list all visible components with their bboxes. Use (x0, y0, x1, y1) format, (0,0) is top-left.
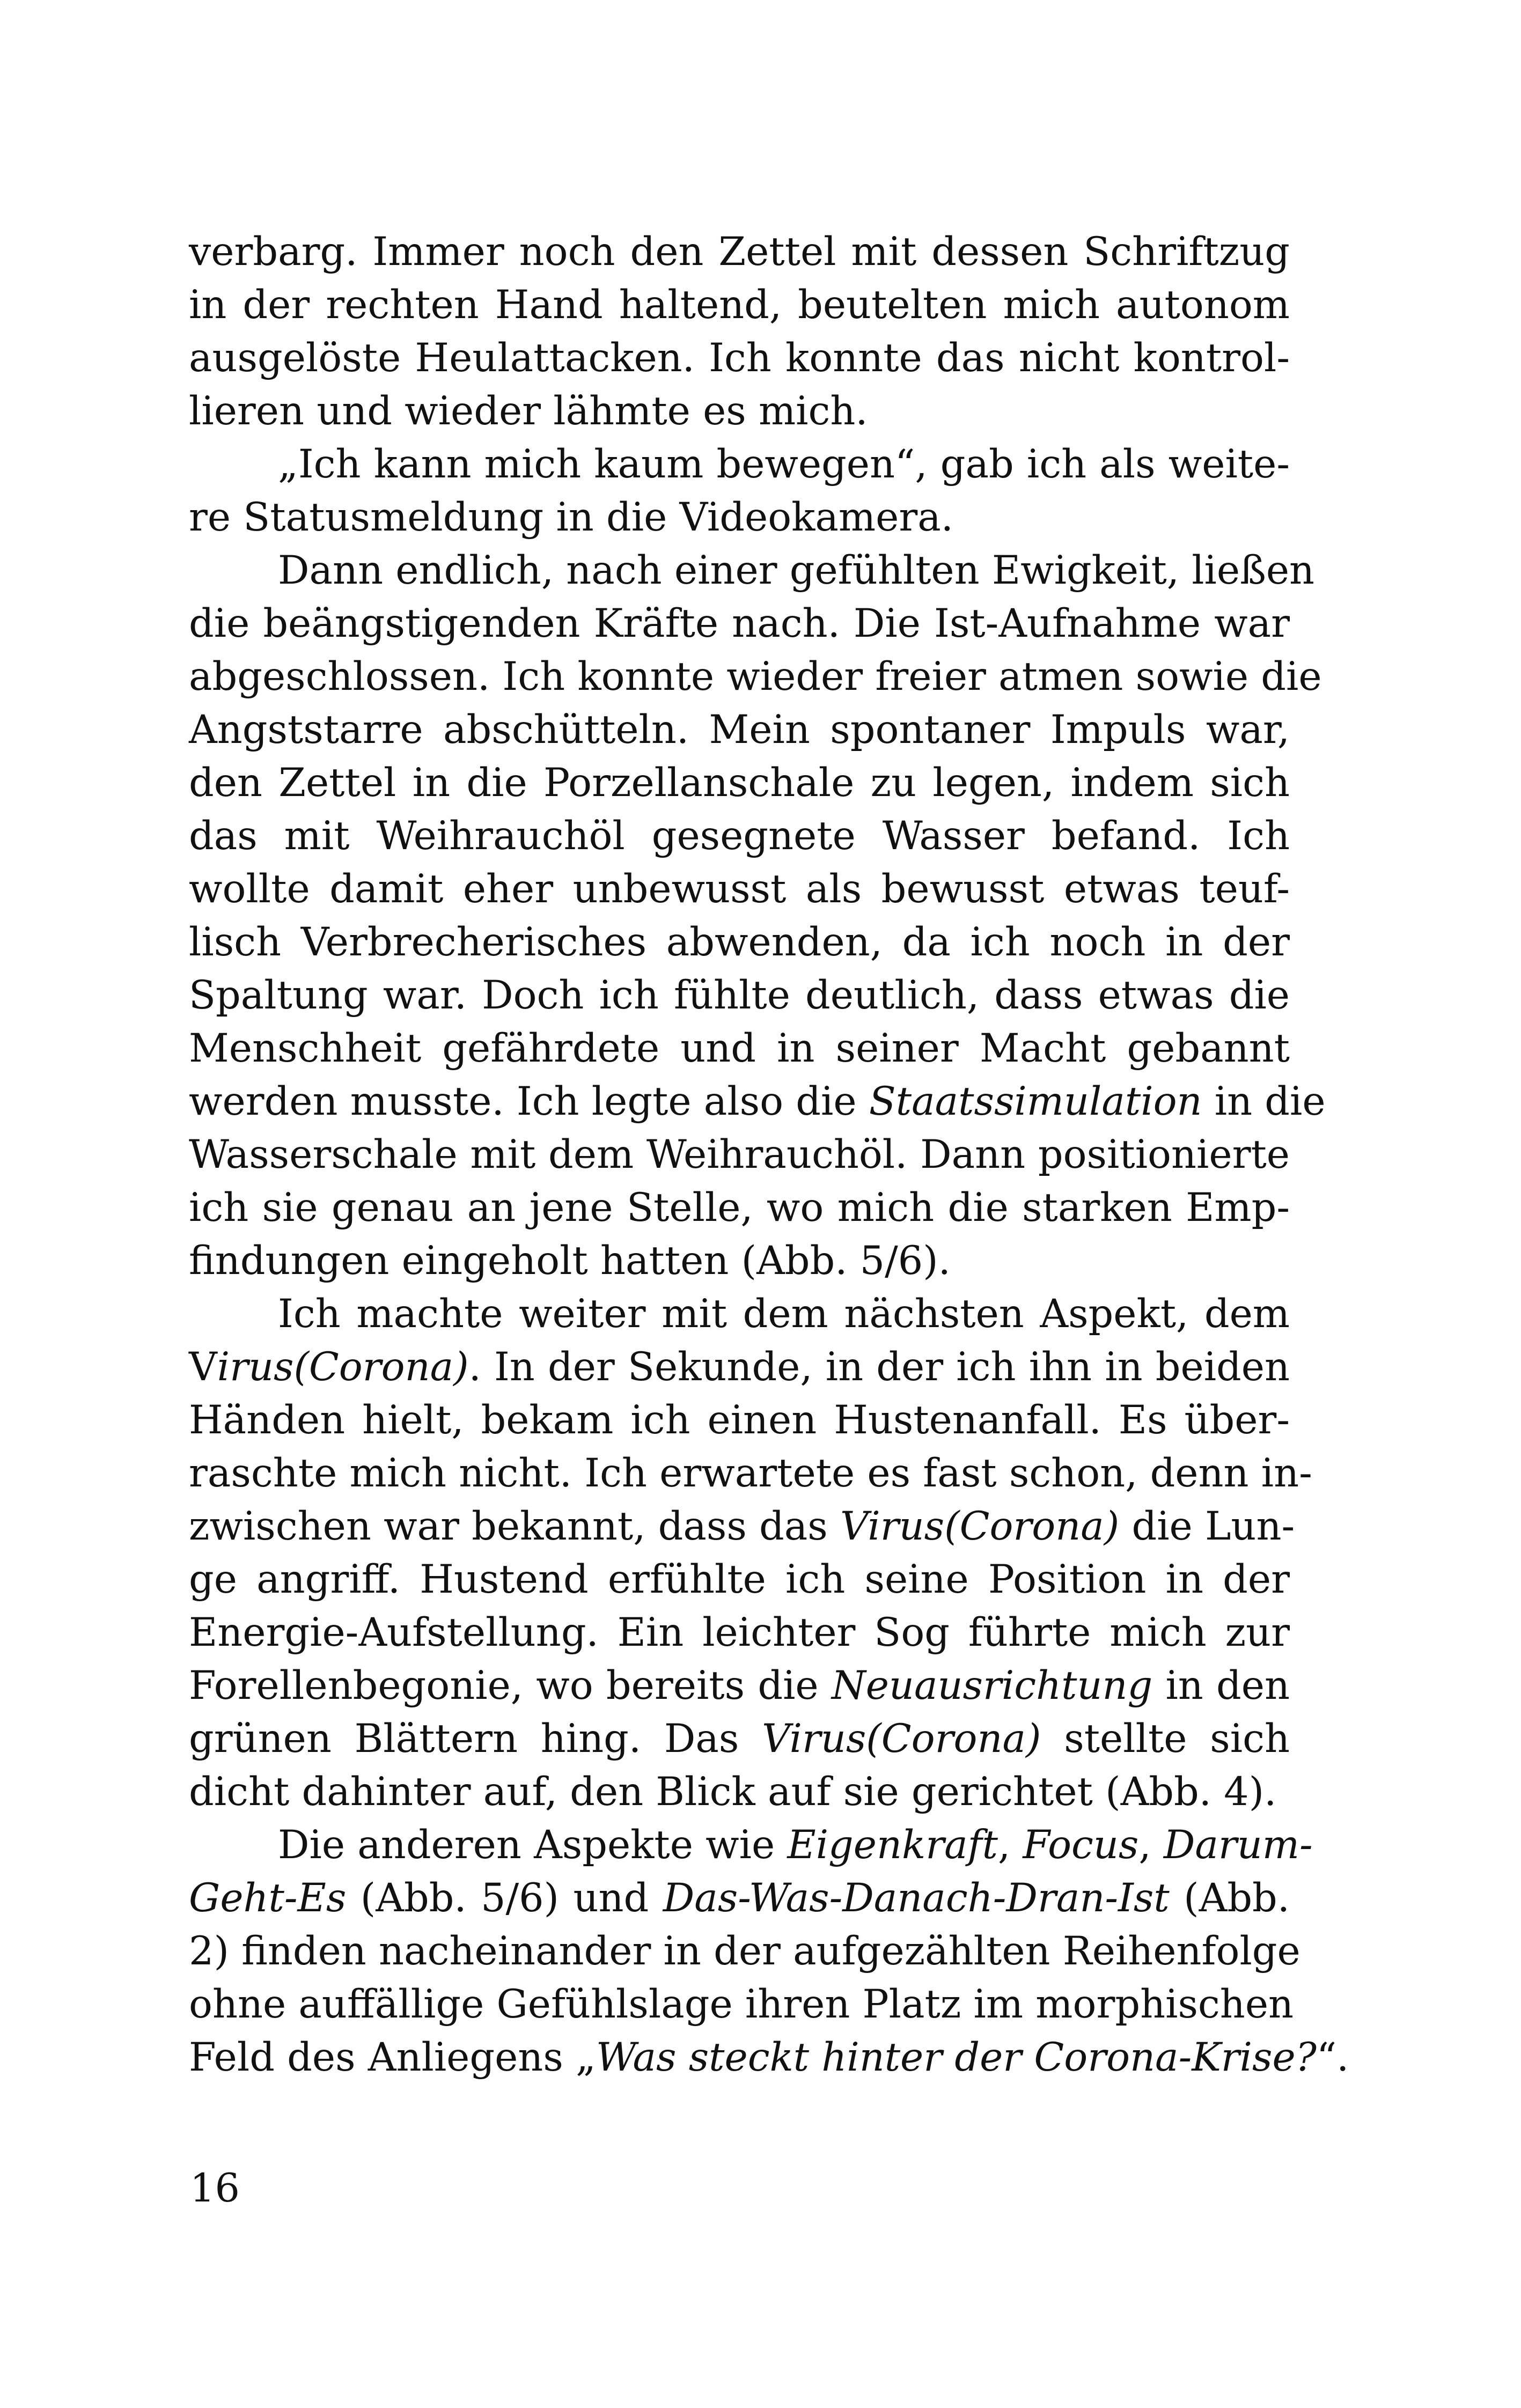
text-segment: , (1138, 1822, 1164, 1868)
text-segment: Händen hielt, bekam ich einen Hustenanfall. Es über- (189, 1397, 1290, 1443)
text-line (189, 1075, 1326, 1128)
text-segment: Angststarre abschütteln. Mein spontaner Impuls war, (189, 707, 1290, 753)
text-segment: ge angriff. Hustend erfühlte ich seine Position in der (189, 1557, 1290, 1602)
italic-text: irus(Corona) (217, 1344, 469, 1390)
text-line (189, 1553, 1290, 1606)
text-segment: verbarg. Immer noch den Zettel mit dessen Schriftzug (189, 229, 1290, 275)
text-segment: findungen eingeholt hatten (Abb. 5/6). (189, 1238, 951, 1284)
italic-text: Das-Was-Danach-Dran-Ist (663, 1875, 1170, 1921)
paragraph (189, 544, 1326, 1287)
text-segment: werden musste. Ich legte also die (189, 1079, 869, 1124)
text-line (189, 1712, 1290, 1765)
text-segment: Dann endlich, nach einer gefühlten Ewigkeit, ließen (278, 548, 1315, 593)
paragraph (189, 1818, 1349, 2084)
text-segment: wollte damit eher unbewusst als bewusst etwas teuf- (189, 866, 1290, 912)
text-segment: Menschheit gefährdete und in seiner Macht gebannt (189, 1026, 1290, 1071)
italic-text: Focus (1023, 1822, 1139, 1868)
italic-text: Neuausrichtung (831, 1663, 1153, 1709)
text-line (189, 1606, 1290, 1659)
text-line (189, 863, 1290, 916)
text-segment: (Abb. 5/6) und (346, 1875, 663, 1921)
text-line (189, 1765, 1290, 1818)
text-segment: in den (1152, 1663, 1290, 1709)
italic-text: Darum- (1163, 1822, 1313, 1868)
text-line (189, 1447, 1312, 1500)
text-segment: raschte mich nicht. Ich erwartete es fast schon, denn in- (189, 1450, 1312, 1496)
text-line (189, 1925, 1300, 1978)
text-segment: grünen Blättern hing. Das (189, 1716, 762, 1762)
text-segment: Wasserschale mit dem Weihrauchöl. Dann positionierte (189, 1132, 1290, 1177)
text-segment: “. (1316, 2035, 1349, 2080)
text-line (189, 756, 1290, 809)
text-line (189, 1181, 1290, 1234)
text-line (189, 1978, 1294, 2031)
text-line (189, 1500, 1295, 1553)
text-line (189, 1818, 1313, 1872)
text-line (189, 2031, 1349, 2084)
text-segment: zwischen war bekannt, dass das (189, 1504, 840, 1549)
text-segment: Feld des Anliegens „ (189, 2035, 596, 2080)
text-segment: Energie-Aufstellung. Ein leichter Sog führte mich zur (189, 1610, 1290, 1655)
text-line (189, 650, 1322, 703)
text-segment: Die anderen Aspekte wie (278, 1822, 788, 1868)
paragraph (189, 438, 1290, 544)
text-line (189, 969, 1290, 1022)
italic-text: Staatssimulation (869, 1079, 1202, 1124)
text-line (189, 1128, 1290, 1181)
italic-text: Was steckt hinter der Corona-Krise? (596, 2035, 1317, 2080)
page-number: 16 (190, 2166, 240, 2211)
text-segment: lieren und wieder lähmte es mich. (189, 388, 868, 434)
body-text (189, 225, 1349, 2084)
text-segment: re Statusmeldung in die Videokamera. (189, 495, 953, 540)
text-line (189, 438, 1290, 491)
text-segment: dicht dahinter auf, den Blick auf sie gerichtet (Abb. 4). (189, 1769, 1277, 1815)
text-segment: Forellenbegonie, wo bereits die (189, 1663, 832, 1709)
italic-text: Virus(Corona) (762, 1716, 1041, 1762)
text-line (189, 1287, 1290, 1341)
text-segment: (Abb. (1169, 1875, 1290, 1921)
text-segment: Ich machte weiter mit dem nächsten Aspekt, dem (278, 1291, 1290, 1337)
text-segment: das mit Weihrauchöl gesegnete Wasser befand. Ich (189, 813, 1290, 859)
text-line (189, 491, 1290, 544)
text-line (189, 1022, 1290, 1075)
text-line (189, 1341, 1290, 1394)
text-line (189, 278, 1290, 332)
text-line (189, 703, 1290, 756)
text-segment: lisch Verbrecherisches abwenden, da ich noch in der (189, 919, 1290, 965)
text-segment: V (189, 1344, 217, 1390)
text-line (189, 1872, 1290, 1925)
text-line (189, 225, 1290, 278)
text-segment: „Ich kann mich kaum bewegen“, gab ich als weite- (278, 441, 1290, 487)
paragraph (189, 225, 1290, 438)
text-line (189, 1659, 1290, 1712)
text-segment: ausgelöste Heulattacken. Ich konnte das nicht kontrol- (189, 335, 1290, 381)
text-line (189, 332, 1290, 385)
text-segment: die Lun- (1119, 1504, 1295, 1549)
italic-text: Virus(Corona) (840, 1504, 1120, 1549)
text-segment: ich sie genau an jene Stelle, wo mich die starken Emp- (189, 1185, 1290, 1231)
text-segment: 2) finden nacheinander in der aufgezählten Reihenfolge (189, 1928, 1300, 1974)
text-line (189, 1394, 1290, 1447)
text-segment: abgeschlossen. Ich konnte wieder freier atmen sowie die (189, 654, 1322, 699)
text-segment: die beängstigenden Kräfte nach. Die Ist-Aufnahme war (189, 601, 1290, 646)
text-segment: stellte sich (1041, 1716, 1290, 1762)
text-line (189, 809, 1290, 863)
italic-text: Eigenkraft (787, 1822, 998, 1868)
text-segment: ohne auffällige Gefühlslage ihren Platz im morphischen (189, 1982, 1294, 2027)
paragraph (189, 1287, 1312, 1818)
italic-text: Geht-Es (189, 1875, 347, 1921)
text-line (189, 916, 1290, 969)
text-segment: in der rechten Hand haltend, beutelten mich autonom (189, 282, 1290, 328)
text-line (189, 597, 1290, 650)
text-line (189, 1234, 1290, 1287)
text-segment: Spaltung war. Doch ich fühlte deutlich, dass etwas die (189, 973, 1290, 1018)
text-segment: den Zettel in die Porzellanschale zu legen, indem sich (189, 760, 1290, 806)
text-line (189, 544, 1315, 597)
text-segment: in die (1202, 1079, 1326, 1124)
text-segment: , (998, 1822, 1023, 1868)
text-line (189, 385, 1290, 438)
text-segment: . In der Sekunde, in der ich ihn in beiden (468, 1344, 1290, 1390)
